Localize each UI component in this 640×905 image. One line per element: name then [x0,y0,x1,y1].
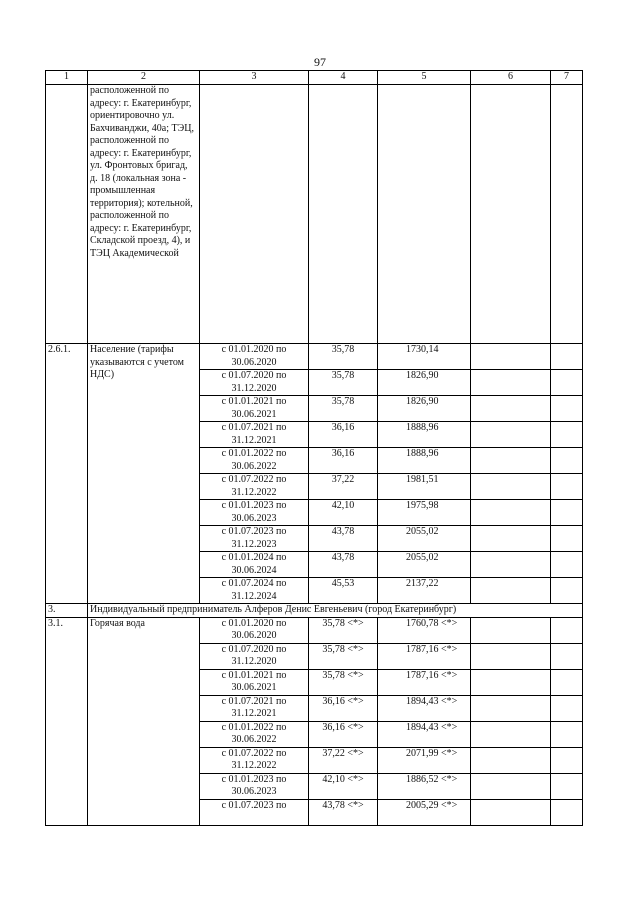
value-col4-cell: 35,78 <*> [309,643,378,669]
address-continuation-text: расположенной по адресу: г. Екатеринбург, ориентировочно ул. Бахчиванджи, 40а; ТЭЦ, расположенной по адресу: г. Екатеринбург, ул. Фронтовых бригад, д. 18 (локальная зона - промышленная территория); котельной, расположенной по адресу: г. Екатеринбург, Складской проезд, 4), и ТЭЦ Академической [88,85,200,344]
value-col4-cell: 42,10 <*> [309,773,378,799]
value-col5-cell: 1888,96 [378,448,471,474]
empty-col6-cell [471,448,551,474]
value-col5-cell: 1826,90 [378,370,471,396]
period-cell: с 01.07.2021 по 31.12.2021 [200,422,309,448]
header-cell: 5 [378,71,471,85]
empty-col6-cell [471,500,551,526]
empty-col6-cell [471,344,551,370]
period-cell: с 01.01.2024 по 30.06.2024 [200,552,309,578]
header-cell: 6 [471,71,551,85]
period-cell: с 01.01.2021 по 30.06.2021 [200,396,309,422]
empty-col7-cell [551,773,583,799]
empty-col6-cell [471,526,551,552]
empty-col6-cell [471,773,551,799]
value-col4-cell: 36,16 <*> [309,721,378,747]
value-col4-cell: 35,78 [309,370,378,396]
value-col5-cell: 1975,98 [378,500,471,526]
period-cell: с 01.07.2022 по 31.12.2022 [200,474,309,500]
value-col5-cell: 1894,43 <*> [378,695,471,721]
value-col4-cell: 37,22 [309,474,378,500]
section-code: 3. [46,604,88,618]
period-cell: с 01.01.2021 по 30.06.2021 [200,669,309,695]
empty-col6-cell [471,721,551,747]
empty-col7-cell [551,799,583,825]
empty-col7-cell [551,422,583,448]
empty-col6-cell [471,370,551,396]
tariff-table [45,70,583,826]
table-row [46,617,583,643]
header-cell: 2 [88,71,200,85]
header-cell: 7 [551,71,583,85]
empty-col7-cell [551,552,583,578]
period-cell: с 01.01.2020 по 30.06.2020 [200,617,309,643]
empty-col6-cell [471,474,551,500]
empty-col6-cell [471,617,551,643]
empty-col7-cell [551,526,583,552]
period-cell: с 01.07.2023 по 31.12.2023 [200,526,309,552]
empty-col7-cell [551,344,583,370]
row-name: Население (тарифы указываются с учетом НДС) [88,344,200,604]
empty-col7-cell [551,669,583,695]
period-cell: с 01.07.2023 по [200,799,309,825]
value-col5-cell: 2071,99 <*> [378,747,471,773]
period-cell: с 01.01.2020 по 30.06.2020 [200,344,309,370]
period-cell: с 01.01.2022 по 30.06.2022 [200,721,309,747]
empty-col7-cell [551,695,583,721]
empty-col7-cell [551,500,583,526]
section-row [46,604,583,618]
empty-col7-cell [551,617,583,643]
row-code: 2.6.1. [46,344,88,604]
value-col4-cell: 35,78 <*> [309,669,378,695]
period-cell: с 01.01.2023 по 30.06.2023 [200,500,309,526]
period-cell: с 01.01.2022 по 30.06.2022 [200,448,309,474]
empty-col6-cell [471,578,551,604]
value-col5-cell: 2005,29 <*> [378,799,471,825]
period-cell: с 01.01.2023 по 30.06.2023 [200,773,309,799]
value-col4-cell: 36,16 <*> [309,695,378,721]
header-row [46,71,583,85]
header-cell: 1 [46,71,88,85]
value-col4-cell: 43,78 <*> [309,799,378,825]
header-cell: 3 [200,71,309,85]
value-col5-cell: 1886,52 <*> [378,773,471,799]
value-col4-cell: 42,10 [309,500,378,526]
empty-col7-cell [551,474,583,500]
empty-col7-cell [551,396,583,422]
row-code: 3.1. [46,617,88,825]
value-col5-cell: 1760,78 <*> [378,617,471,643]
empty-col7-cell [551,448,583,474]
period-cell: с 01.07.2021 по 31.12.2021 [200,695,309,721]
value-col5-cell: 1981,51 [378,474,471,500]
value-col4-cell: 43,78 [309,552,378,578]
empty-col6-cell [471,747,551,773]
period-cell: с 01.07.2020 по 31.12.2020 [200,643,309,669]
empty-col7-cell [551,747,583,773]
period-cell: с 01.07.2022 по 31.12.2022 [200,747,309,773]
empty-col6-cell [471,799,551,825]
value-col4-cell: 37,22 <*> [309,747,378,773]
value-col5-cell: 2055,02 [378,526,471,552]
value-col5-cell: 1787,16 <*> [378,643,471,669]
empty-col6-cell [471,422,551,448]
empty-col7-cell [551,721,583,747]
value-col5-cell: 2137,22 [378,578,471,604]
value-col4-cell: 36,16 [309,422,378,448]
value-col5-cell: 2055,02 [378,552,471,578]
page-number: 97 [314,55,326,69]
value-col4-cell: 35,78 <*> [309,617,378,643]
empty-col6-cell [471,643,551,669]
row-name: Горячая вода [88,617,200,825]
value-col4-cell: 43,78 [309,526,378,552]
value-col4-cell: 36,16 [309,448,378,474]
value-col5-cell: 1888,96 [378,422,471,448]
table-row [46,344,583,370]
value-col5-cell: 1826,90 [378,396,471,422]
empty-col6-cell [471,669,551,695]
value-col4-cell: 45,53 [309,578,378,604]
period-cell: с 01.07.2024 по 31.12.2024 [200,578,309,604]
value-col5-cell: 1730,14 [378,344,471,370]
empty-col7-cell [551,578,583,604]
section-title: Индивидуальный предприниматель Алферов Денис Евгеньевич (город Екатеринбург) [88,604,583,618]
value-col5-cell: 1894,43 <*> [378,721,471,747]
period-cell: с 01.07.2020 по 31.12.2020 [200,370,309,396]
empty-col7-cell [551,643,583,669]
empty-col6-cell [471,695,551,721]
empty-col6-cell [471,552,551,578]
address-continuation-row [46,85,583,344]
value-col4-cell: 35,78 [309,344,378,370]
value-col4-cell: 35,78 [309,396,378,422]
header-cell: 4 [309,71,378,85]
empty-col7-cell [551,370,583,396]
empty-col6-cell [471,396,551,422]
value-col5-cell: 1787,16 <*> [378,669,471,695]
